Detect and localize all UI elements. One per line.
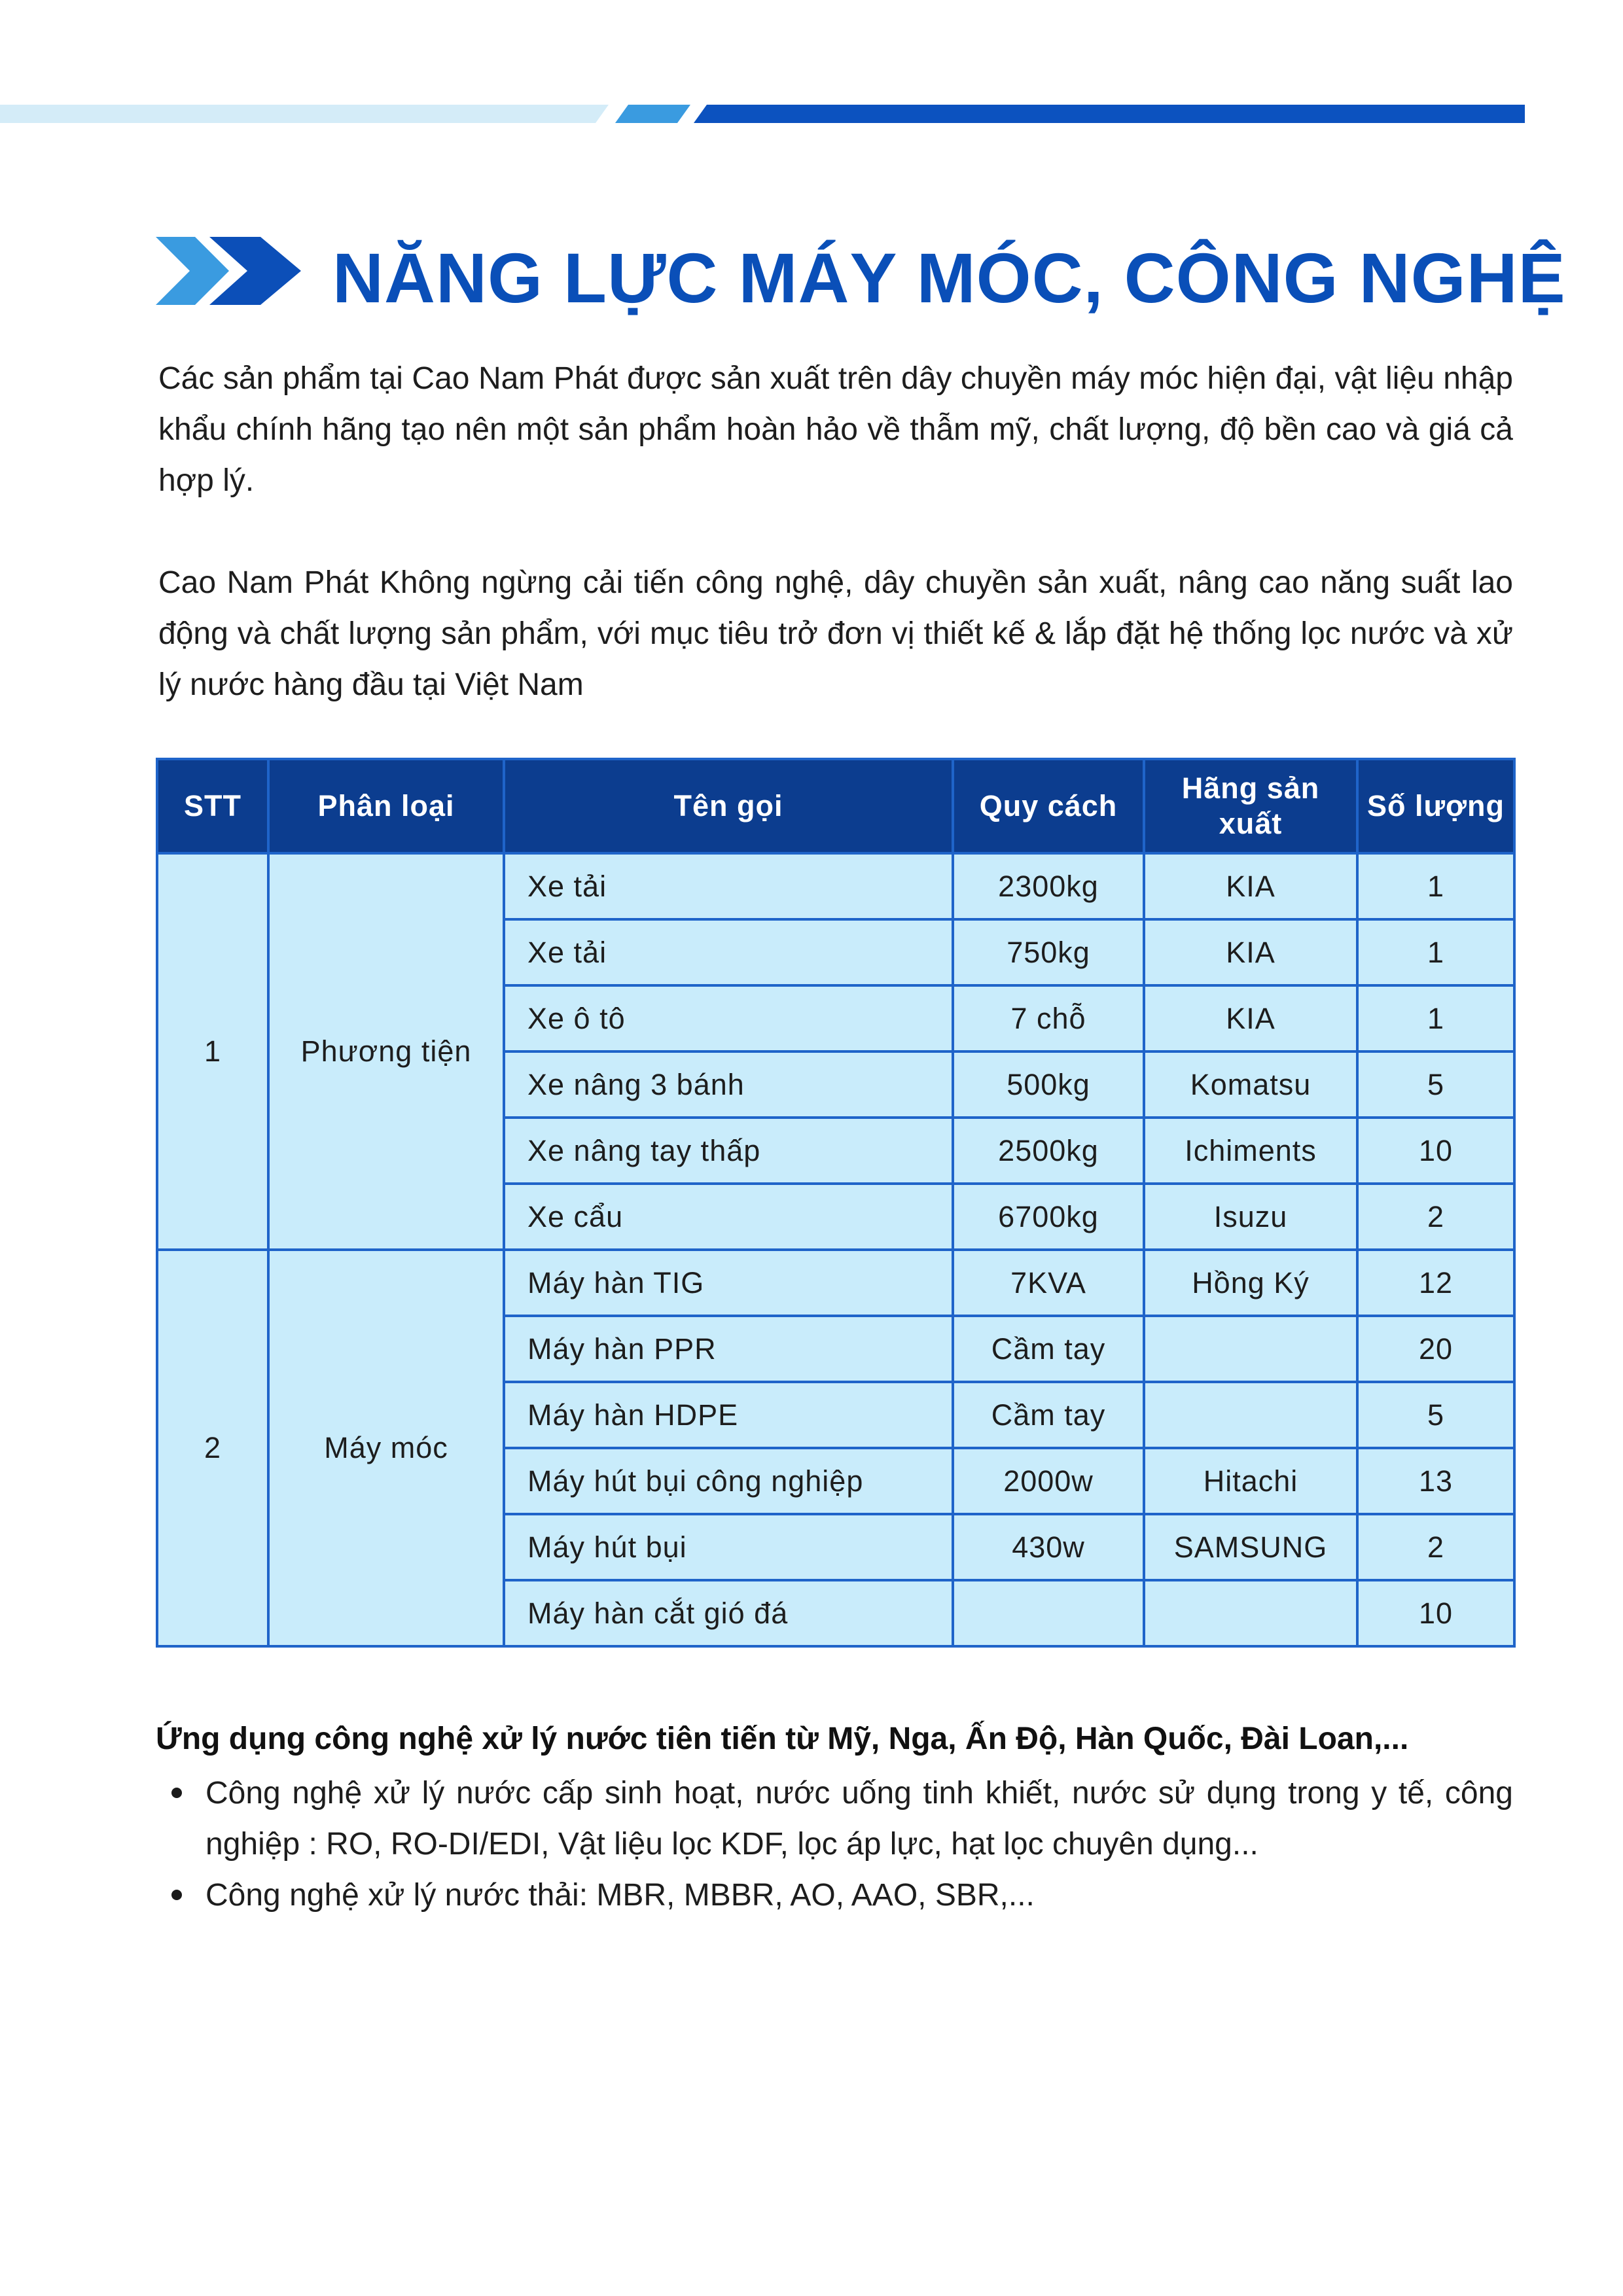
item-name-cell: Máy hút bụi công nghiệp [504,1448,953,1514]
item-spec-cell: 7KVA [953,1250,1144,1316]
item-maker-cell: Isuzu [1144,1184,1357,1250]
header-name: Tên gọi [504,759,953,853]
item-qty-cell: 5 [1357,1382,1514,1448]
item-spec-cell: 7 chỗ [953,985,1144,1051]
table-row [157,853,1514,919]
bullet-icon [171,1788,182,1798]
header-quantity: Số lượng [1357,759,1514,853]
item-name-cell: Máy hàn HDPE [504,1382,953,1448]
list-item [158,1768,1513,1870]
top-decorative-band [0,0,1623,131]
header-maker: Hãng sản xuất [1144,759,1357,853]
item-spec-cell: Cầm tay [953,1316,1144,1382]
header-stt: STT [157,759,268,853]
item-name-cell: Xe tải [504,853,953,919]
item-name-cell: Máy hàn cắt gió đá [504,1580,953,1646]
item-spec-cell: 430w [953,1514,1144,1580]
intro-paragraph-1: Các sản phẩm tại Cao Nam Phát được sản xuất trên dây chuyền máy móc hiện đại, vật liệu nhập khẩu chính hãng tạo nên một sản phẩm hoàn hảo về thẫm mỹ, chất lượng, độ bền cao và giá cả hợp lý. [158,361,1513,498]
equipment-table [156,758,1516,1648]
table-header-row [157,759,1514,853]
item-qty-cell: 1 [1357,919,1514,985]
item-qty-cell: 12 [1357,1250,1514,1316]
item-qty-cell: 5 [1357,1051,1514,1118]
item-maker-cell: Hitachi [1144,1448,1357,1514]
item-qty-cell: 1 [1357,985,1514,1051]
item-spec-cell: Cầm tay [953,1382,1144,1448]
item-spec-cell: 750kg [953,919,1144,985]
item-name-cell: Xe nâng tay thấp [504,1118,953,1184]
item-maker-cell: KIA [1144,919,1357,985]
double-chevron-right-icon [156,237,303,306]
page-title: NĂNG LỰC MÁY MÓC, CÔNG NGHỆ [332,238,1566,317]
group-stt-cell: 2 [157,1250,268,1646]
list-item-text: Công nghệ xử lý nước thải: MBR, MBBR, AO, AAO, SBR,... [205,1878,1035,1913]
item-maker-cell: Komatsu [1144,1051,1357,1118]
item-maker-cell [1144,1316,1357,1382]
item-maker-cell: KIA [1144,985,1357,1051]
applications-title: Ứng dụng công nghệ xử lý nước tiên tiến từ Mỹ, Nga, Ấn Độ, Hàn Quốc, Đài Loan,... [156,1722,1409,1756]
item-spec-cell [953,1580,1144,1646]
item-qty-cell: 2 [1357,1514,1514,1580]
item-qty-cell: 2 [1357,1184,1514,1250]
item-spec-cell: 6700kg [953,1184,1144,1250]
item-name-cell: Xe cẩu [504,1184,953,1250]
list-item [158,1870,1513,1921]
item-maker-cell: Ichiments [1144,1118,1357,1184]
item-maker-cell: Hồng Ký [1144,1250,1357,1316]
item-maker-cell: SAMSUNG [1144,1514,1357,1580]
item-qty-cell: 1 [1357,853,1514,919]
header-spec: Quy cách [953,759,1144,853]
item-spec-cell: 500kg [953,1051,1144,1118]
item-qty-cell: 10 [1357,1580,1514,1646]
item-name-cell: Xe ô tô [504,985,953,1051]
item-qty-cell: 13 [1357,1448,1514,1514]
group-stt-cell: 1 [157,853,268,1250]
item-qty-cell: 10 [1357,1118,1514,1184]
bullet-icon [171,1890,182,1900]
applications-list [158,1768,1513,1921]
item-spec-cell: 2300kg [953,853,1144,919]
item-name-cell: Xe nâng 3 bánh [504,1051,953,1118]
item-spec-cell: 2000w [953,1448,1144,1514]
intro-paragraph-2: Cao Nam Phát Không ngừng cải tiến công nghệ, dây chuyền sản xuất, nâng cao năng suất lao động và chất lượng sản phẩm, với mục tiêu trở đơn vị thiết kế & lắp đặt hệ thống lọc nước và xử lý nước hàng đầu tại Việt Nam [158,565,1513,702]
item-qty-cell: 20 [1357,1316,1514,1382]
list-item-text: Công nghệ xử lý nước cấp sinh hoạt, nước uống tinh khiết, nước sử dụng trong y tế, công nghiệp : RO, RO-DI/EDI, Vật liệu lọc KDF, lọc áp lực, hạt lọc chuyên dụng... [205,1776,1513,1862]
header-category: Phân loại [268,759,504,853]
item-maker-cell [1144,1580,1357,1646]
group-category-cell: Máy móc [268,1250,504,1646]
item-maker-cell: KIA [1144,853,1357,919]
item-name-cell: Máy hút bụi [504,1514,953,1580]
section-header [156,222,1566,327]
group-category-cell: Phương tiện [268,853,504,1250]
table-row [157,1250,1514,1316]
item-maker-cell [1144,1382,1357,1448]
item-name-cell: Máy hàn TIG [504,1250,953,1316]
item-name-cell: Máy hàn PPR [504,1316,953,1382]
item-name-cell: Xe tải [504,919,953,985]
item-spec-cell: 2500kg [953,1118,1144,1184]
